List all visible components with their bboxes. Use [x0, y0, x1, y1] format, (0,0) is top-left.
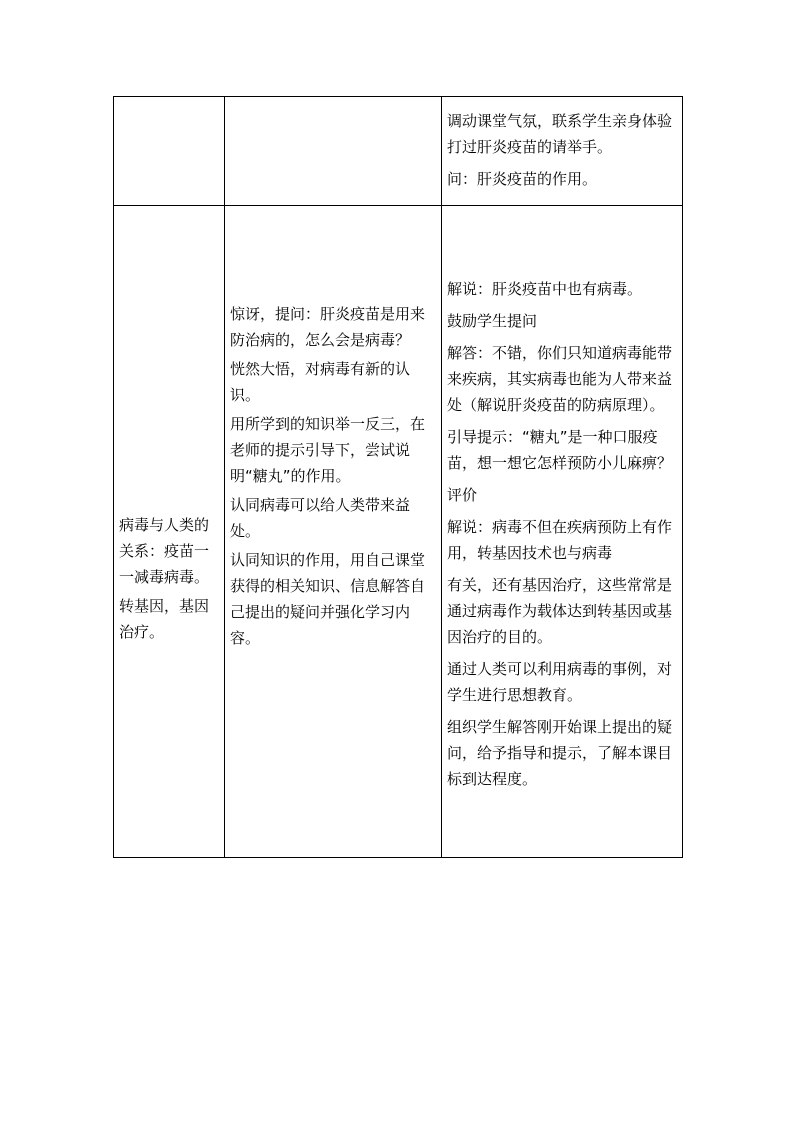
- teacher-text: 问：肝炎疫苗的作用。: [447, 170, 598, 188]
- teacher-text: 评价: [447, 485, 478, 504]
- student-text: 惊讶，提问：肝炎疫苗是用来防治病的，怎么会是病毒？: [230, 304, 426, 349]
- table-row-top: [114, 97, 683, 206]
- teacher-text: 有关，还有基因治疗，这些常常是通过病毒作为载体达到转基因或基因治疗的目的。: [447, 575, 673, 646]
- cell-teacher-activity: [442, 97, 683, 206]
- teacher-text: 解答：不错，你们只知道病毒能带来疾病，其实病毒也能为人带来益处（解说肝炎疫苗的防病原理）。: [447, 343, 673, 414]
- teacher-text: 鼓励学生提问: [447, 311, 538, 330]
- student-text: 认同知识的作用，用自己课堂获得的相关知识、信息解答自己提出的疑问并强化学习内容。: [230, 550, 426, 647]
- cell-topic-empty: [114, 97, 225, 206]
- teacher-text: 组织学生解答刚开始课上提出的疑问，给予指导和提示，了解本课目标到达程度。: [447, 717, 673, 788]
- student-text: 恍然大悟，对病毒有新的认识。: [230, 359, 411, 404]
- cell-teacher-activity: [442, 206, 683, 858]
- teacher-text: 通过人类可以利用病毒的事例，对学生进行思想教育。: [447, 659, 673, 704]
- teacher-text: 解说：病毒不但在疾病预防上有作用，转基因技术也与病毒: [447, 517, 673, 562]
- teacher-text: 解说：肝炎疫苗中也有病毒。: [447, 279, 643, 298]
- teacher-text: 引导提示：“糖丸”是一种口服疫苗，想一想它怎样预防小儿麻痹？: [447, 427, 673, 472]
- lesson-plan-table: [113, 96, 683, 858]
- cell-topic: [114, 206, 225, 858]
- student-text: 用所学到的知识举一反三，在老师的提示引导下，尝试说明“糖丸”的作用。: [230, 414, 426, 485]
- topic-text: 转基因，基因治疗。: [119, 596, 210, 641]
- table-row-main: [114, 206, 683, 858]
- teacher-text: 调动课堂气氛，联系学生亲身体验打过肝炎疫苗的请举手。: [447, 112, 673, 156]
- cell-student-activity-empty: [225, 97, 442, 206]
- cell-student-activity: [225, 206, 442, 858]
- topic-text: 病毒与人类的关系：疫苗一一减毒病毒。: [119, 515, 210, 586]
- student-text: 认同病毒可以给人类带来益处。: [230, 495, 411, 540]
